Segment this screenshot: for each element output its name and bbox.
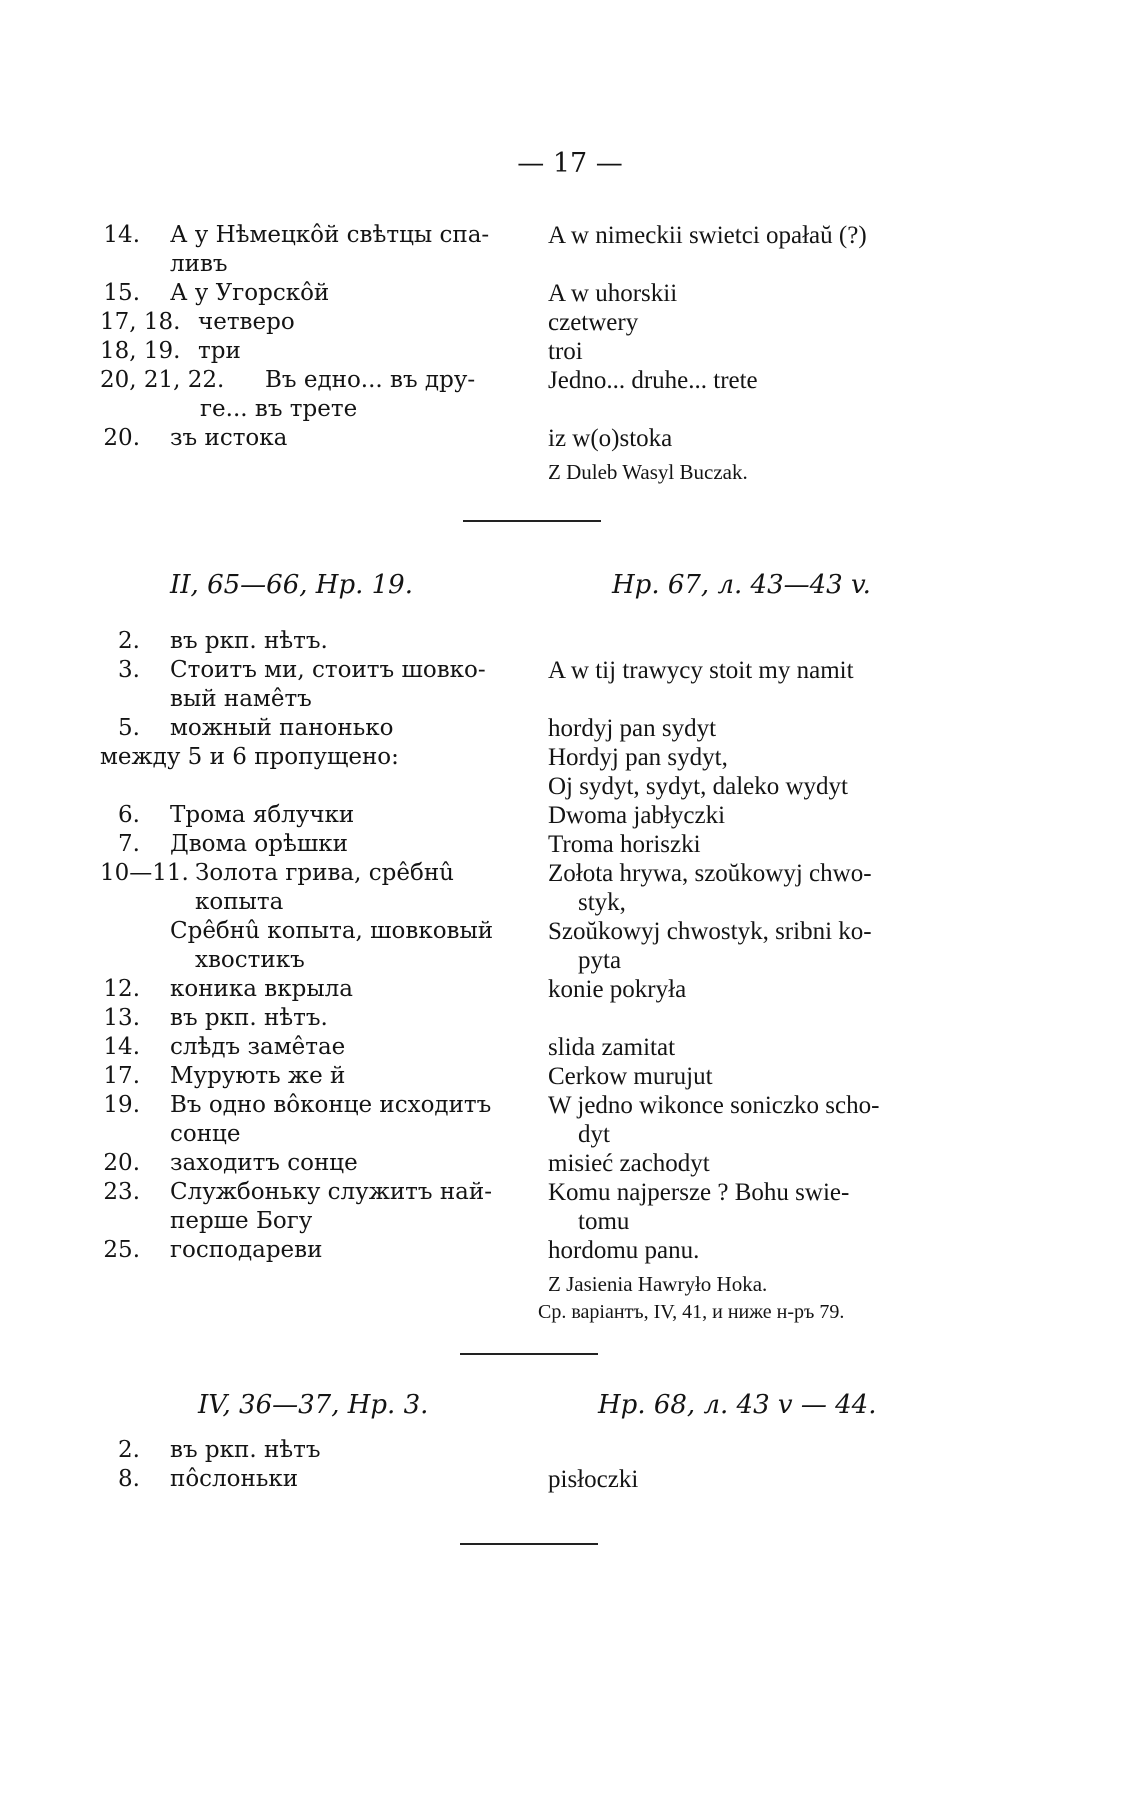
- row-left: А у Угорскôй: [170, 280, 330, 306]
- row-right: W jedno wikonce soniczko scho-: [548, 1092, 880, 1119]
- row-right: czetwery: [548, 309, 639, 336]
- block1-table: [0, 222, 1140, 489]
- row-num: 3.: [118, 657, 140, 683]
- row-right: pisłoczki: [548, 1466, 639, 1493]
- row-right: Zołota hrywa, szoŭkowyj chwo-: [548, 860, 872, 887]
- block3-table: [0, 1437, 1140, 1495]
- block2-table: [0, 628, 1140, 1330]
- row-left: Срêбнû копыта, шовковый: [170, 918, 494, 944]
- row-left: перше Богу: [170, 1208, 313, 1234]
- row-right: Hordyj pan sydyt,: [548, 744, 728, 771]
- row-right: Cerkow murujut: [548, 1063, 713, 1090]
- row-num: 5.: [118, 715, 140, 741]
- page-number: — 17 —: [517, 148, 623, 179]
- row-right: iz w(o)stoka: [548, 425, 673, 452]
- row-right: Komu najpersze ? Bohu swie-: [548, 1179, 850, 1206]
- row-right: Dwoma jabłyczki: [548, 802, 726, 829]
- row-num: 20, 21, 22.: [100, 367, 225, 393]
- row-left: Трома яблучки: [170, 802, 355, 828]
- row-right: hordyj pan sydyt: [548, 715, 717, 742]
- source-heading-left: IV, 36—37, Нр. 3.: [198, 1390, 429, 1420]
- row-left: Мурують же й: [170, 1063, 346, 1089]
- row-left: ливъ: [170, 251, 228, 277]
- row-left: въ ркп. нѣтъ.: [170, 628, 328, 654]
- row-left: зъ истока: [170, 425, 288, 451]
- row-num: 12.: [103, 976, 140, 1002]
- signature: Z Duleb Wasyl Buczak.: [548, 460, 748, 484]
- row-left: Золота грива, срêбнû: [195, 860, 454, 886]
- row-num: 25.: [103, 1237, 140, 1263]
- row-num: 10—11.: [100, 860, 189, 886]
- row-right: A w nimeckii swietci opałaŭ (?): [548, 222, 867, 249]
- row-num: 20.: [103, 1150, 140, 1176]
- row-num: 6.: [118, 802, 140, 828]
- row-right: misieć zachodyt: [548, 1150, 710, 1177]
- row-left: Стоитъ ми, стоитъ шовко-: [170, 657, 486, 683]
- row-left: копыта: [195, 889, 284, 915]
- row-left: три: [198, 338, 241, 364]
- row-left: А у Нѣмецкôй свѣтцы спа-: [170, 222, 490, 248]
- section-divider: [463, 520, 601, 522]
- row-right: Szoŭkowyj chwostyk, sribni ko-: [548, 918, 872, 945]
- row-right: konie pokryła: [548, 976, 687, 1003]
- row-left: Службоньку служитъ най-: [170, 1179, 492, 1205]
- signature: Z Jasienia Hawryło Hoka.: [548, 1272, 768, 1296]
- row-left: въ ркп. нѣтъ: [170, 1437, 321, 1463]
- row-left: Двома орѣшки: [170, 831, 348, 857]
- row-right: troi: [548, 338, 583, 365]
- row-num: 15.: [103, 280, 140, 306]
- row-num: 20.: [103, 425, 140, 451]
- row-right: Troma horiszki: [548, 831, 701, 858]
- row-left: коника вкрыла: [170, 976, 353, 1002]
- row-num: 2.: [118, 628, 140, 654]
- row-left: можный панонько: [170, 715, 394, 741]
- row-right: A w tij trawycy stoit my namit: [548, 657, 854, 684]
- source-heading-right: Нр. 68, л. 43 v — 44.: [598, 1390, 877, 1420]
- row-left: хвостикъ: [195, 947, 305, 973]
- row-left: четверо: [198, 309, 295, 335]
- row-num: 23.: [103, 1179, 140, 1205]
- row-left: Въ одно вôконце исходитъ: [170, 1092, 492, 1118]
- row-left: слѣдъ замêтае: [170, 1034, 346, 1060]
- source-heading-left: II, 65—66, Нр. 19.: [170, 570, 413, 600]
- row-left: вый намêтъ: [170, 686, 312, 712]
- row-right: tomu: [578, 1208, 630, 1235]
- row-right: dyt: [578, 1121, 610, 1148]
- row-num: 19.: [103, 1092, 140, 1118]
- row-num: 14.: [103, 222, 140, 248]
- source-heading-right: Нр. 67, л. 43—43 v.: [612, 570, 871, 600]
- row-left: ге... въ трете: [200, 396, 358, 422]
- row-num: 2.: [118, 1437, 140, 1463]
- row-num: 8.: [118, 1466, 140, 1492]
- row-right: A w uhorskii: [548, 280, 678, 307]
- row-num: 18, 19.: [100, 338, 181, 364]
- row-left: заходитъ сонце: [170, 1150, 358, 1176]
- row-num: 17.: [103, 1063, 140, 1089]
- row-left: пôслоньки: [170, 1466, 299, 1492]
- row-right: Jedno... druhe... trete: [548, 367, 758, 394]
- row-right: hordomu panu.: [548, 1237, 700, 1264]
- section-divider: [460, 1543, 598, 1545]
- row-num: 14.: [103, 1034, 140, 1060]
- row-left: господареви: [170, 1237, 323, 1263]
- row-left: Въ едно... въ дру-: [265, 367, 476, 393]
- row-right: pyta: [578, 947, 622, 974]
- row-right: styk,: [578, 889, 626, 916]
- row-num: 7.: [118, 831, 140, 857]
- cross-reference-note: Ср. варіантъ, IV, 41, и ниже н-ръ 79.: [538, 1301, 845, 1323]
- row-num: 13.: [103, 1005, 140, 1031]
- row-left: между 5 и 6 пропущено:: [100, 744, 399, 770]
- row-right: Oj sydyt, sydyt, daleko wydyt: [548, 773, 848, 800]
- row-right: slida zamitat: [548, 1034, 676, 1061]
- row-left: сонце: [170, 1121, 241, 1147]
- section-divider: [460, 1353, 598, 1355]
- row-num: 17, 18.: [100, 309, 181, 335]
- row-left: въ ркп. нѣтъ.: [170, 1005, 328, 1031]
